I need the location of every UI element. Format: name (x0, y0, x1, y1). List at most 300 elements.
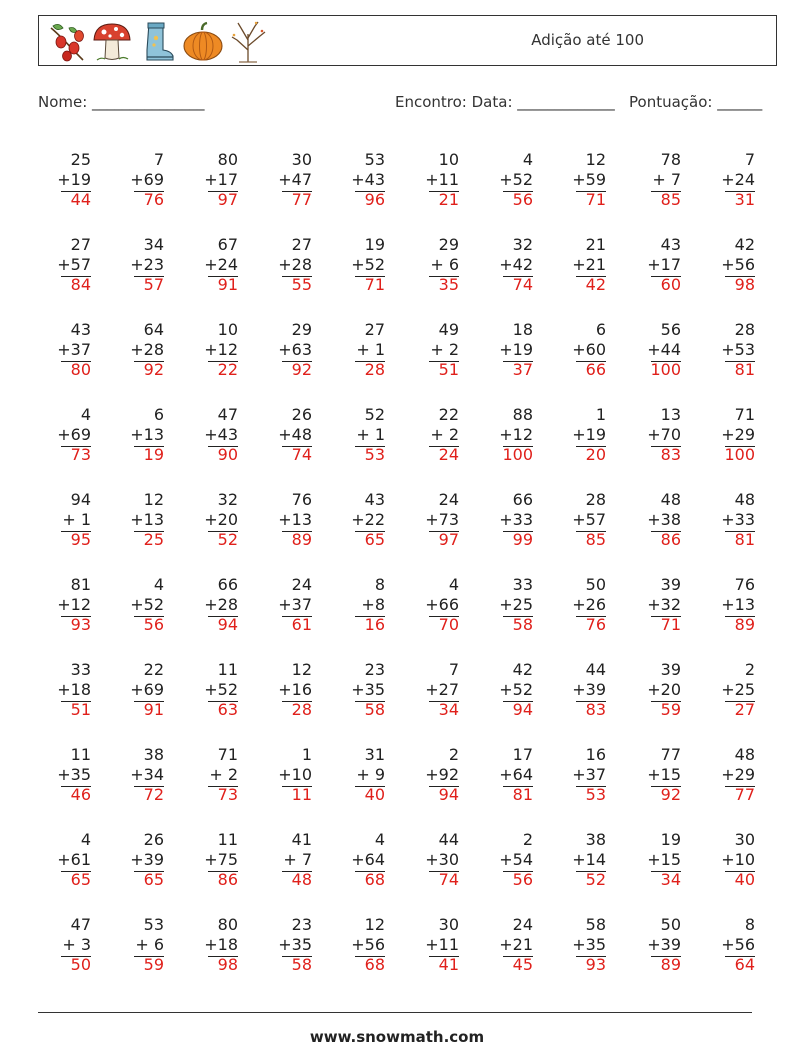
second-addend: + 9 (356, 765, 385, 784)
second-addend: +35 (278, 935, 312, 954)
addition-problem (625, 830, 681, 892)
addition-problem (256, 490, 312, 552)
second-addend: +14 (572, 850, 606, 869)
first-addend: 66 (217, 575, 238, 594)
first-addend: 28 (585, 490, 606, 509)
first-addend: 32 (512, 235, 533, 254)
answer: 83 (585, 700, 606, 719)
answer: 89 (291, 530, 312, 549)
addition-problem (550, 660, 606, 722)
second-addend: +24 (204, 255, 238, 274)
addition-problem (477, 235, 533, 297)
addition-problem (477, 745, 533, 807)
addition-problem (550, 830, 606, 892)
addition-problem (699, 490, 755, 552)
first-addend: 43 (364, 490, 385, 509)
answer: 42 (585, 275, 606, 294)
addition-problem (477, 490, 533, 552)
addition-problem (699, 745, 755, 807)
answer: 28 (364, 360, 385, 379)
addition-problem (35, 660, 91, 722)
second-addend: + 2 (430, 425, 459, 444)
addition-problem (329, 320, 385, 382)
footer-site: www.snowmath.com (309, 1028, 485, 1046)
first-addend: 4 (374, 830, 385, 849)
first-addend: 8 (374, 575, 385, 594)
addition-problem (35, 575, 91, 637)
second-addend: +52 (499, 170, 533, 189)
first-addend: 76 (291, 490, 312, 509)
second-addend: + 1 (356, 340, 385, 359)
first-addend: 12 (143, 490, 164, 509)
first-addend: 1 (595, 405, 606, 424)
second-addend: + 1 (62, 510, 91, 529)
addition-problem (550, 490, 606, 552)
answer: 40 (364, 785, 385, 804)
answer: 22 (217, 360, 238, 379)
addition-problem (699, 830, 755, 892)
first-addend: 27 (70, 235, 91, 254)
second-addend: +13 (278, 510, 312, 529)
addition-problem (403, 915, 459, 977)
second-addend: +66 (425, 595, 459, 614)
first-addend: 16 (585, 745, 606, 764)
answer: 81 (512, 785, 533, 804)
answer: 70 (438, 615, 459, 634)
second-addend: +48 (278, 425, 312, 444)
first-addend: 39 (660, 575, 681, 594)
answer: 100 (650, 360, 681, 379)
answer: 58 (291, 955, 312, 974)
answer: 80 (70, 360, 91, 379)
second-addend: +43 (351, 170, 385, 189)
answer: 74 (291, 445, 312, 464)
addition-problem (182, 490, 238, 552)
answer: 92 (143, 360, 164, 379)
answer: 52 (217, 530, 238, 549)
addition-problem (550, 915, 606, 977)
answer: 72 (143, 785, 164, 804)
addition-problem (625, 660, 681, 722)
first-addend: 22 (143, 660, 164, 679)
second-addend: +17 (204, 170, 238, 189)
addition-problem (625, 915, 681, 977)
second-addend: +38 (647, 510, 681, 529)
second-addend: +11 (425, 170, 459, 189)
first-addend: 11 (70, 745, 91, 764)
first-addend: 13 (660, 405, 681, 424)
second-addend: +54 (499, 850, 533, 869)
answer: 86 (660, 530, 681, 549)
first-addend: 7 (448, 660, 459, 679)
addition-problem (550, 575, 606, 637)
second-addend: +10 (721, 850, 755, 869)
first-addend: 39 (660, 660, 681, 679)
second-addend: +19 (572, 425, 606, 444)
answer: 100 (724, 445, 755, 464)
answer: 84 (70, 275, 91, 294)
second-addend: +39 (130, 850, 164, 869)
second-addend: +19 (499, 340, 533, 359)
addition-problem (329, 660, 385, 722)
second-addend: +21 (499, 935, 533, 954)
first-addend: 48 (734, 745, 755, 764)
addition-problem (625, 745, 681, 807)
answer: 59 (143, 955, 164, 974)
answer: 57 (143, 275, 164, 294)
second-addend: +11 (425, 935, 459, 954)
second-addend: +56 (721, 255, 755, 274)
addition-problem (182, 575, 238, 637)
second-addend: +13 (130, 425, 164, 444)
second-addend: +44 (647, 340, 681, 359)
second-addend: +59 (572, 170, 606, 189)
second-addend: + 2 (430, 340, 459, 359)
second-addend: +29 (721, 765, 755, 784)
addition-problem (329, 575, 385, 637)
second-addend: + 2 (209, 765, 238, 784)
answer: 92 (660, 785, 681, 804)
second-addend: +29 (721, 425, 755, 444)
second-addend: + 7 (652, 170, 681, 189)
first-addend: 48 (660, 490, 681, 509)
first-addend: 94 (70, 490, 91, 509)
second-addend: +60 (572, 340, 606, 359)
addition-problem (477, 915, 533, 977)
addition-problem (108, 575, 164, 637)
first-addend: 53 (143, 915, 164, 934)
answer: 40 (734, 870, 755, 889)
answer: 65 (143, 870, 164, 889)
second-addend: +35 (351, 680, 385, 699)
first-addend: 4 (153, 575, 164, 594)
first-addend: 6 (595, 320, 606, 339)
first-addend: 71 (217, 745, 238, 764)
first-addend: 24 (512, 915, 533, 934)
answer: 98 (734, 275, 755, 294)
answer: 25 (143, 530, 164, 549)
answer: 85 (660, 190, 681, 209)
answer: 89 (734, 615, 755, 634)
first-addend: 21 (585, 235, 606, 254)
first-addend: 88 (512, 405, 533, 424)
first-addend: 30 (438, 915, 459, 934)
answer: 94 (438, 785, 459, 804)
addition-problem (699, 320, 755, 382)
second-addend: +27 (425, 680, 459, 699)
addition-problem (403, 660, 459, 722)
addition-problem (550, 150, 606, 212)
addition-problem (625, 575, 681, 637)
answer: 91 (217, 275, 238, 294)
addition-problem (477, 575, 533, 637)
first-addend: 47 (217, 405, 238, 424)
addition-problem (182, 830, 238, 892)
second-addend: +20 (647, 680, 681, 699)
first-addend: 2 (522, 830, 533, 849)
addition-problem (403, 150, 459, 212)
answer: 58 (364, 700, 385, 719)
addition-problem (35, 915, 91, 977)
first-addend: 2 (744, 660, 755, 679)
answer: 58 (512, 615, 533, 634)
second-addend: +28 (204, 595, 238, 614)
addition-problem (550, 235, 606, 297)
first-addend: 27 (364, 320, 385, 339)
second-addend: +13 (721, 595, 755, 614)
answer: 98 (217, 955, 238, 974)
answer: 83 (660, 445, 681, 464)
answer: 97 (438, 530, 459, 549)
first-addend: 41 (291, 830, 312, 849)
first-addend: 33 (512, 575, 533, 594)
first-addend: 4 (522, 150, 533, 169)
first-addend: 43 (660, 235, 681, 254)
second-addend: +57 (57, 255, 91, 274)
first-addend: 33 (70, 660, 91, 679)
answer: 35 (438, 275, 459, 294)
first-addend: 80 (217, 915, 238, 934)
addition-problem (182, 405, 238, 467)
answer: 64 (734, 955, 755, 974)
first-addend: 11 (217, 660, 238, 679)
answer: 45 (512, 955, 533, 974)
first-addend: 42 (734, 235, 755, 254)
second-addend: +75 (204, 850, 238, 869)
first-addend: 29 (291, 320, 312, 339)
answer: 93 (585, 955, 606, 974)
addition-problem (256, 660, 312, 722)
first-addend: 53 (364, 150, 385, 169)
second-addend: +69 (57, 425, 91, 444)
addition-problem (182, 235, 238, 297)
first-addend: 26 (143, 830, 164, 849)
first-addend: 50 (585, 575, 606, 594)
name-field: Nome: _______________ (38, 93, 205, 111)
answer: 93 (70, 615, 91, 634)
answer: 48 (291, 870, 312, 889)
second-addend: +37 (572, 765, 606, 784)
second-addend: +69 (130, 680, 164, 699)
second-addend: + 1 (356, 425, 385, 444)
first-addend: 56 (660, 320, 681, 339)
second-addend: +20 (204, 510, 238, 529)
answer: 99 (512, 530, 533, 549)
second-addend: + 6 (135, 935, 164, 954)
second-addend: +17 (647, 255, 681, 274)
answer: 95 (70, 530, 91, 549)
answer: 91 (143, 700, 164, 719)
answer: 16 (364, 615, 385, 634)
first-addend: 77 (660, 745, 681, 764)
answer: 52 (585, 870, 606, 889)
addition-problem (477, 660, 533, 722)
second-addend: +56 (721, 935, 755, 954)
answer: 77 (734, 785, 755, 804)
answer: 76 (585, 615, 606, 634)
first-addend: 24 (291, 575, 312, 594)
answer: 65 (70, 870, 91, 889)
first-addend: 29 (438, 235, 459, 254)
answer: 56 (512, 190, 533, 209)
worksheet-title: Adição até 100 (531, 31, 644, 49)
addition-problem (329, 915, 385, 977)
first-addend: 1 (301, 745, 312, 764)
addition-problem (625, 150, 681, 212)
addition-problem (108, 405, 164, 467)
answer: 34 (660, 870, 681, 889)
second-addend: +69 (130, 170, 164, 189)
addition-problem (699, 575, 755, 637)
second-addend: +8 (361, 595, 385, 614)
second-addend: +43 (204, 425, 238, 444)
second-addend: +15 (647, 765, 681, 784)
second-addend: +64 (351, 850, 385, 869)
addition-problem (182, 320, 238, 382)
addition-problem (182, 150, 238, 212)
answer: 11 (291, 785, 312, 804)
addition-problem (108, 660, 164, 722)
addition-problem (403, 405, 459, 467)
second-addend: +37 (278, 595, 312, 614)
first-addend: 44 (585, 660, 606, 679)
addition-problem (550, 745, 606, 807)
second-addend: +70 (647, 425, 681, 444)
answer: 34 (438, 700, 459, 719)
answer: 55 (291, 275, 312, 294)
second-addend: +53 (721, 340, 755, 359)
first-addend: 12 (291, 660, 312, 679)
first-addend: 2 (448, 745, 459, 764)
second-addend: +52 (204, 680, 238, 699)
answer: 53 (585, 785, 606, 804)
answer: 74 (438, 870, 459, 889)
addition-problem (256, 575, 312, 637)
first-addend: 64 (143, 320, 164, 339)
answer: 56 (143, 615, 164, 634)
answer: 100 (502, 445, 533, 464)
answer: 77 (291, 190, 312, 209)
addition-problem (403, 320, 459, 382)
first-addend: 27 (291, 235, 312, 254)
addition-problem (256, 320, 312, 382)
addition-problem (35, 490, 91, 552)
second-addend: +57 (572, 510, 606, 529)
second-addend: +22 (351, 510, 385, 529)
addition-problem (403, 745, 459, 807)
addition-problem (699, 915, 755, 977)
second-addend: +73 (425, 510, 459, 529)
first-addend: 25 (70, 150, 91, 169)
answer: 31 (734, 190, 755, 209)
answer: 46 (70, 785, 91, 804)
second-addend: +47 (278, 170, 312, 189)
addition-problem (256, 915, 312, 977)
first-addend: 4 (448, 575, 459, 594)
addition-problem (256, 745, 312, 807)
addition-problem (108, 915, 164, 977)
first-addend: 19 (660, 830, 681, 849)
second-addend: + 3 (62, 935, 91, 954)
addition-problem (256, 405, 312, 467)
second-addend: +12 (57, 595, 91, 614)
second-addend: +63 (278, 340, 312, 359)
answer: 21 (438, 190, 459, 209)
addition-problem (35, 745, 91, 807)
score-field: Pontuação: ______ (629, 93, 763, 111)
addition-problem (35, 150, 91, 212)
addition-problem (108, 150, 164, 212)
answer: 66 (585, 360, 606, 379)
first-addend: 52 (364, 405, 385, 424)
first-addend: 19 (364, 235, 385, 254)
first-addend: 50 (660, 915, 681, 934)
answer: 53 (364, 445, 385, 464)
first-addend: 17 (512, 745, 533, 764)
answer: 68 (364, 870, 385, 889)
answer: 65 (364, 530, 385, 549)
first-addend: 42 (512, 660, 533, 679)
answer: 37 (512, 360, 533, 379)
answer: 60 (660, 275, 681, 294)
addition-problem (625, 405, 681, 467)
addition-problem (403, 575, 459, 637)
second-addend: +35 (572, 935, 606, 954)
addition-problem (329, 490, 385, 552)
answer: 81 (734, 360, 755, 379)
first-addend: 32 (217, 490, 238, 509)
second-addend: +39 (647, 935, 681, 954)
addition-problem (699, 150, 755, 212)
second-addend: +39 (572, 680, 606, 699)
answer: 24 (438, 445, 459, 464)
addition-problem (329, 150, 385, 212)
answer: 61 (291, 615, 312, 634)
addition-problem (403, 490, 459, 552)
addition-problem (35, 320, 91, 382)
answer: 71 (660, 615, 681, 634)
second-addend: +23 (130, 255, 164, 274)
second-addend: +24 (721, 170, 755, 189)
second-addend: +92 (425, 765, 459, 784)
addition-problem (108, 235, 164, 297)
answer: 59 (660, 700, 681, 719)
first-addend: 48 (734, 490, 755, 509)
addition-problem (477, 320, 533, 382)
first-addend: 30 (291, 150, 312, 169)
addition-problem (403, 235, 459, 297)
addition-problem (329, 235, 385, 297)
addition-problem (108, 745, 164, 807)
second-addend: +30 (425, 850, 459, 869)
second-addend: +42 (499, 255, 533, 274)
addition-problem (550, 405, 606, 467)
first-addend: 67 (217, 235, 238, 254)
second-addend: +16 (278, 680, 312, 699)
answer: 27 (734, 700, 755, 719)
addition-problem (403, 830, 459, 892)
addition-problem (329, 405, 385, 467)
answer: 51 (438, 360, 459, 379)
first-addend: 26 (291, 405, 312, 424)
footer-divider (38, 1012, 752, 1013)
answer: 71 (585, 190, 606, 209)
addition-problem (699, 235, 755, 297)
answer: 63 (217, 700, 238, 719)
second-addend: +61 (57, 850, 91, 869)
second-addend: +34 (130, 765, 164, 784)
second-addend: +12 (499, 425, 533, 444)
